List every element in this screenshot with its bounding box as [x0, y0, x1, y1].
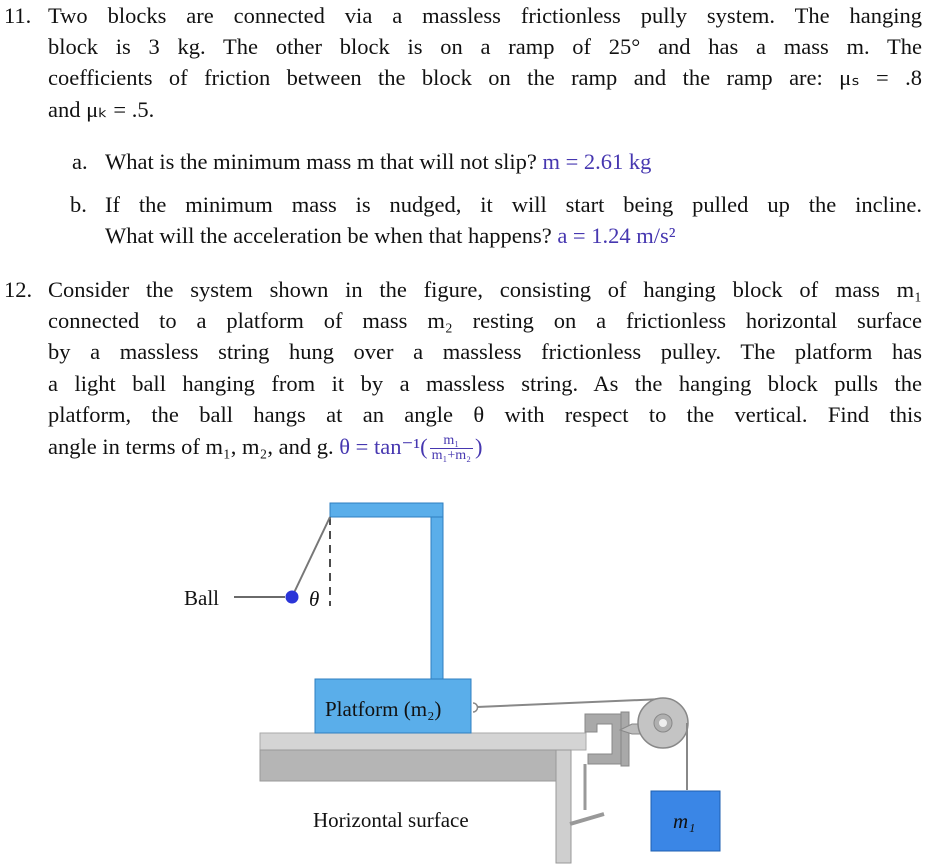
- ball: [286, 591, 299, 604]
- theta-label: θ: [309, 587, 320, 611]
- problem-12-line: Consider the system shown in the figure, consisting of hanging block of mass m₁: [48, 277, 922, 302]
- problem-11-line: block is 3 kg. The other block is on a ramp of 25° and has a mass m. The: [48, 34, 922, 59]
- problem-12-line: connected to a platform of mass m₂ resting on a frictionless horizontal surface: [48, 308, 922, 333]
- part-a-answer: m = 2.61 kg: [542, 149, 652, 174]
- problem-12-line: by a massless string hung over a massless frictionless pulley. The platform has: [48, 339, 922, 364]
- answer-suffix: ): [475, 434, 483, 459]
- platform-label: Platform (m₂): [325, 697, 442, 721]
- rope: [477, 699, 663, 707]
- problem-12-line: platform, the ball hangs at an angle θ with respect to the vertical. Find this: [48, 402, 922, 427]
- ball-label: Ball: [184, 586, 219, 610]
- table: [260, 733, 586, 863]
- problem-11-number: 11.: [4, 3, 32, 28]
- problem-11-line: Two blocks are connected via a massless frictionless pully system. The hanging: [48, 3, 922, 28]
- gantry-arm: [330, 503, 443, 679]
- ball-string: [292, 517, 330, 597]
- part-a-question-text: What is the minimum mass m that will not slip?: [105, 149, 537, 174]
- part-b-question-text: What will the acceleration be when that happens?: [105, 223, 552, 248]
- problem-12-line: a light ball hanging from it by a massless string. As the hanging block pulls the: [48, 371, 922, 396]
- part-b-marker: b.: [70, 192, 87, 217]
- problem-12-line-text: angle in terms of m₁, m₂, and g.: [48, 434, 334, 459]
- part-b-answer: a = 1.24 m/s²: [557, 223, 676, 248]
- part-b-line: If the minimum mass is nudged, it will start being pulled up the incline.: [105, 192, 922, 217]
- problem-11-line: coefficients of friction between the block on the ramp and the ramp are: μₛ = .8: [48, 65, 922, 90]
- hanging-block-label: m₁: [673, 809, 696, 833]
- pulley: [638, 698, 688, 748]
- fraction-numerator: m₁: [430, 434, 473, 449]
- fraction-denominator: m₁+m₂: [431, 448, 472, 464]
- surface-label: Horizontal surface: [313, 808, 469, 832]
- part-a-marker: a.: [72, 149, 88, 174]
- hook-icon: [473, 703, 478, 712]
- problem-11-line: and μₖ = .5.: [48, 97, 155, 122]
- answer-prefix: θ = tan⁻¹(: [339, 434, 428, 459]
- problem-12-number: 12.: [4, 277, 33, 302]
